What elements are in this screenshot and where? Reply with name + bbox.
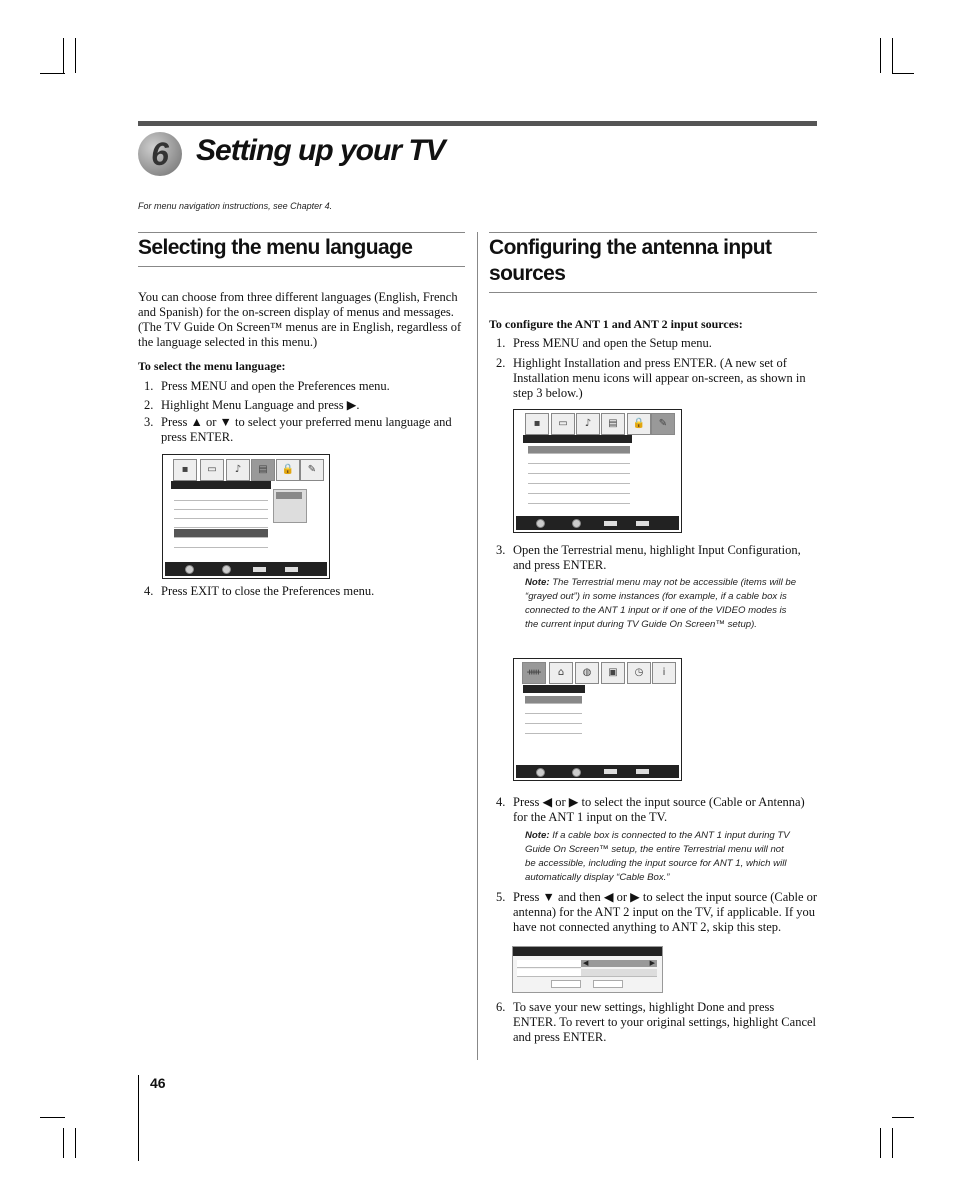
preferences-icon: ▤ [251, 459, 275, 481]
note-cable-box [525, 829, 797, 885]
left-heading: Selecting the menu language [138, 236, 413, 259]
crop-mark [892, 38, 893, 73]
crop-mark [63, 38, 64, 73]
dialog-row [517, 969, 581, 977]
preferences-icon: ▤ [601, 413, 625, 435]
right-heading-rule-bottom [489, 292, 817, 293]
chapter-bar [138, 121, 817, 126]
menu-row-highlighted [174, 529, 268, 538]
step-text: Press MENU and open the Preferences menu. [161, 379, 390, 393]
installation-menu-screen [513, 658, 682, 781]
step-number: 2. [496, 356, 506, 370]
step-text: Highlight Installation and press ENTER. (A new set of Installation menu icons will appear on-screen, as shown in step 3 below.) [513, 356, 806, 400]
step-number: 6. [496, 1000, 506, 1014]
cancel-button-shape [593, 980, 623, 988]
crop-mark [880, 38, 881, 73]
crop-mark [892, 1128, 893, 1158]
lock-icon: 🔒 [627, 413, 651, 435]
info-icon: i [652, 662, 676, 684]
step-number: 2. [144, 398, 154, 412]
step-number: 1. [496, 336, 506, 350]
lock-icon: 🔒 [276, 459, 300, 481]
page-margin-line [138, 1075, 139, 1161]
music-icon: ♪ [576, 413, 600, 435]
menu-title-bar [523, 685, 585, 693]
note-label: Note: [525, 830, 550, 841]
chapter-title: Setting up your TV [196, 134, 445, 167]
note-label: Note: [525, 577, 550, 588]
menu-row [528, 455, 630, 464]
input-configuration-dialog [512, 946, 663, 993]
menu-row [528, 485, 630, 494]
menu-footer [165, 562, 327, 576]
step-text: Press ◀ or ▶ to select the input source (Cable or Antenna) for the ANT 1 input on the TV. [513, 795, 805, 824]
step-number: 5. [496, 890, 506, 904]
menu-row [174, 492, 268, 501]
dialog-row [581, 969, 657, 977]
audio-icon: ▭ [551, 413, 575, 435]
menu-row [528, 495, 630, 504]
menu-row [528, 465, 630, 474]
picture-icon: ▪ [173, 459, 197, 481]
chevron-right-icon: ▶ [649, 959, 655, 967]
dialog-row [517, 960, 581, 968]
nav-note: For menu navigation instructions, see Chapter 4. [138, 201, 333, 211]
right-heading: Configuring the antenna input sources [489, 236, 772, 285]
step-text: Highlight Menu Language and press ▶. [161, 398, 360, 412]
left-heading-rule-top [138, 232, 465, 233]
music-icon: ♪ [226, 459, 250, 481]
submenu-highlight [276, 492, 302, 499]
dialog-title-bar [513, 947, 662, 956]
note-text: If a cable box is connected to the ANT 1 input during TV Guide On Screen™ setup, the entire Terrestrial menu will not be accessible, including the input source for ANT 1, which will automatically display “Cable Box.” [525, 830, 790, 883]
step-text: Press MENU and open the Setup menu. [513, 336, 712, 350]
menu-row [174, 539, 268, 548]
menu-row [525, 705, 582, 714]
step-number: 3. [144, 415, 154, 429]
crop-mark [63, 1128, 64, 1158]
done-button-shape [551, 980, 581, 988]
crop-mark [40, 1117, 65, 1118]
step-number: 3. [496, 543, 506, 557]
crop-mark [40, 73, 65, 74]
setup-icon: ✎ [300, 459, 324, 481]
audio-icon: ▭ [200, 459, 224, 481]
right-heading-rule-top [489, 232, 817, 233]
left-heading-rule-bottom [138, 266, 465, 267]
step-number: 4. [144, 584, 154, 598]
menu-row [174, 510, 268, 519]
satellite-icon: ⌂ [549, 662, 573, 684]
left-intro: You can choose from three different languages (English, French and Spanish) for the on-screen display of menus and messages. (The TV Guide On Screen™ menus are in English, regardless of the language selected in this menu.) [138, 290, 462, 349]
crop-mark [892, 1117, 914, 1118]
crop-mark [880, 1128, 881, 1158]
chevron-left-icon: ◀ [583, 959, 589, 967]
menu-row [528, 475, 630, 484]
step-number: 1. [144, 379, 154, 393]
note-terrestrial [525, 576, 797, 632]
preferences-menu-screen [162, 454, 330, 579]
menu-title-bar [171, 481, 271, 489]
menu-row [525, 725, 582, 734]
crop-mark [75, 38, 76, 73]
note-text: The Terrestrial menu may not be accessible (items will be “grayed out”) in some instances (for example, if a cable box is connected to the ANT 1 input or if one of the VIDEO modes is the current input during TV Guide On Screen™ setup). [525, 577, 797, 630]
menu-row [525, 715, 582, 724]
menu-row-highlighted [525, 696, 582, 704]
menu-row-highlighted [528, 446, 630, 454]
setup-menu-screen [513, 409, 682, 533]
page-number: 46 [150, 1075, 166, 1091]
crop-mark [75, 1128, 76, 1158]
column-divider [477, 232, 478, 1060]
clock-icon: ◷ [627, 662, 651, 684]
chapter-number: 6 [138, 132, 182, 176]
picture-icon: ▪ [525, 413, 549, 435]
step-text: To save your new settings, highlight Done and press ENTER. To revert to your original settings, highlight Cancel and press ENTER. [513, 1000, 817, 1044]
crop-mark [892, 73, 914, 74]
step-text: Press ▲ or ▼ to select your preferred menu language and press ENTER. [161, 415, 452, 444]
menu-footer [516, 765, 679, 778]
step-number: 4. [496, 795, 506, 809]
right-subheading: To configure the ANT 1 and ANT 2 input sources: [489, 317, 743, 331]
left-subheading: To select the menu language: [138, 359, 286, 373]
dialog-selector [581, 960, 657, 967]
menu-row [174, 501, 268, 510]
menu-footer [516, 516, 679, 530]
step-text: Press ▼ and then ◀ or ▶ to select the input source (Cable or antenna) for the ANT 2 input on the TV, if applicable. If you have not connected anything to ANT 2, skip this step. [513, 890, 818, 934]
step-text: Open the Terrestrial menu, highlight Input Configuration, and press ENTER. [513, 543, 801, 572]
setup-icon: ✎ [651, 413, 675, 435]
globe-icon: ◍ [575, 662, 599, 684]
terrestrial-icon: ᚔ [522, 662, 546, 684]
menu-row [174, 519, 268, 528]
menu-title-bar [523, 435, 632, 443]
tv-icon: ▣ [601, 662, 625, 684]
step-text: Press EXIT to close the Preferences menu. [161, 584, 375, 598]
